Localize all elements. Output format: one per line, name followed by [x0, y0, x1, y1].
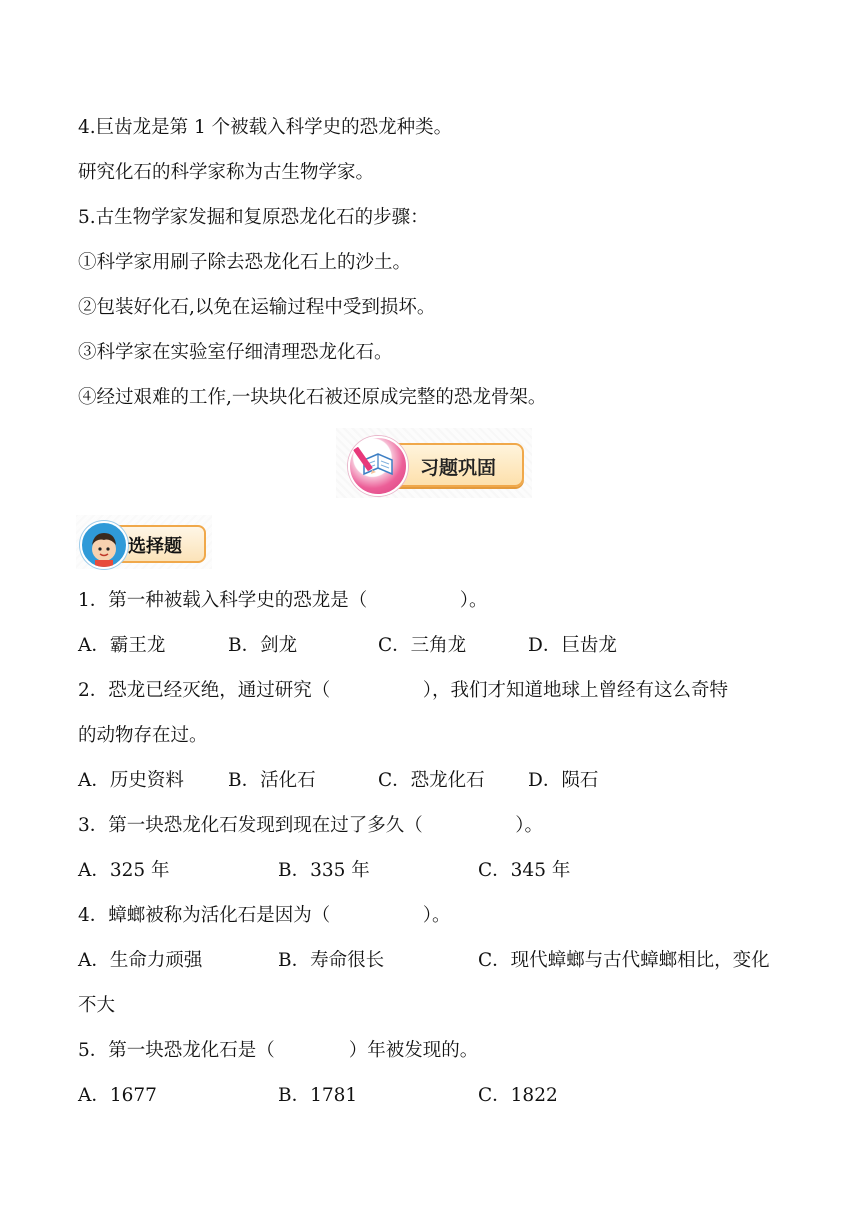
option: A．历史资料 — [78, 770, 184, 791]
option: A．霸王龙 — [78, 635, 166, 656]
cartoon-boy-icon — [80, 521, 128, 569]
note-line: 5.古生物学家发掘和复原恐龙化石的步骤： — [78, 207, 429, 228]
option: B．335 年 — [278, 860, 370, 881]
option: B．寿命很长 — [278, 950, 385, 971]
option: D．陨石 — [528, 770, 599, 791]
option: B．剑龙 — [228, 635, 298, 656]
question-stem: 1．第一种被载入科学史的恐龙是（ ）。 — [78, 590, 488, 611]
option-cont: 不大 — [78, 995, 116, 1016]
note-line: ④经过艰难的工作,一块块化石被还原成完整的恐龙骨架。 — [78, 387, 547, 408]
question-stem: 3．第一块恐龙化石发现到现在过了多久（ ）。 — [78, 815, 544, 836]
note-line: ①科学家用刷子除去恐龙化石上的沙土。 — [78, 252, 412, 273]
option: B．活化石 — [228, 770, 316, 791]
note-line: ③科学家在实验室仔细清理恐龙化石。 — [78, 342, 393, 363]
question-stem: 2．恐龙已经灭绝，通过研究（ ），我们才知道地球上曾经有这么奇特 — [78, 680, 729, 701]
note-line: 4.巨齿龙是第 1 个被载入科学史的恐龙种类。 — [78, 117, 453, 138]
section-badge — [76, 515, 212, 569]
option: C．三角龙 — [378, 635, 467, 656]
option: A．325 年 — [78, 860, 170, 881]
question-stem: 4．蟑螂被称为活化石是因为（ ）。 — [78, 905, 451, 926]
option: C．现代蟑螂与古代蟑螂相比，变化 — [478, 950, 770, 971]
note-line: ②包装好化石,以免在运输过程中受到损坏。 — [78, 297, 436, 318]
exercise-banner — [336, 428, 532, 498]
note-line: 研究化石的科学家称为古生物学家。 — [78, 162, 375, 183]
banner-title: 习题巩固 — [420, 457, 497, 479]
option: C．恐龙化石 — [378, 770, 485, 791]
question-stem-cont: 的动物存在过。 — [78, 725, 208, 746]
question-stem: 5．第一块恐龙化石是（ ）年被发现的。 — [78, 1040, 479, 1061]
option: D．巨齿龙 — [528, 635, 617, 656]
option: B．1781 — [278, 1085, 358, 1106]
notebook-pencil-icon — [348, 436, 408, 496]
section-title: 选择题 — [128, 536, 182, 557]
option: C．1822 — [478, 1085, 558, 1106]
option: A．1677 — [78, 1085, 157, 1106]
option: A．生命力顽强 — [78, 950, 203, 971]
option: C．345 年 — [478, 860, 571, 881]
